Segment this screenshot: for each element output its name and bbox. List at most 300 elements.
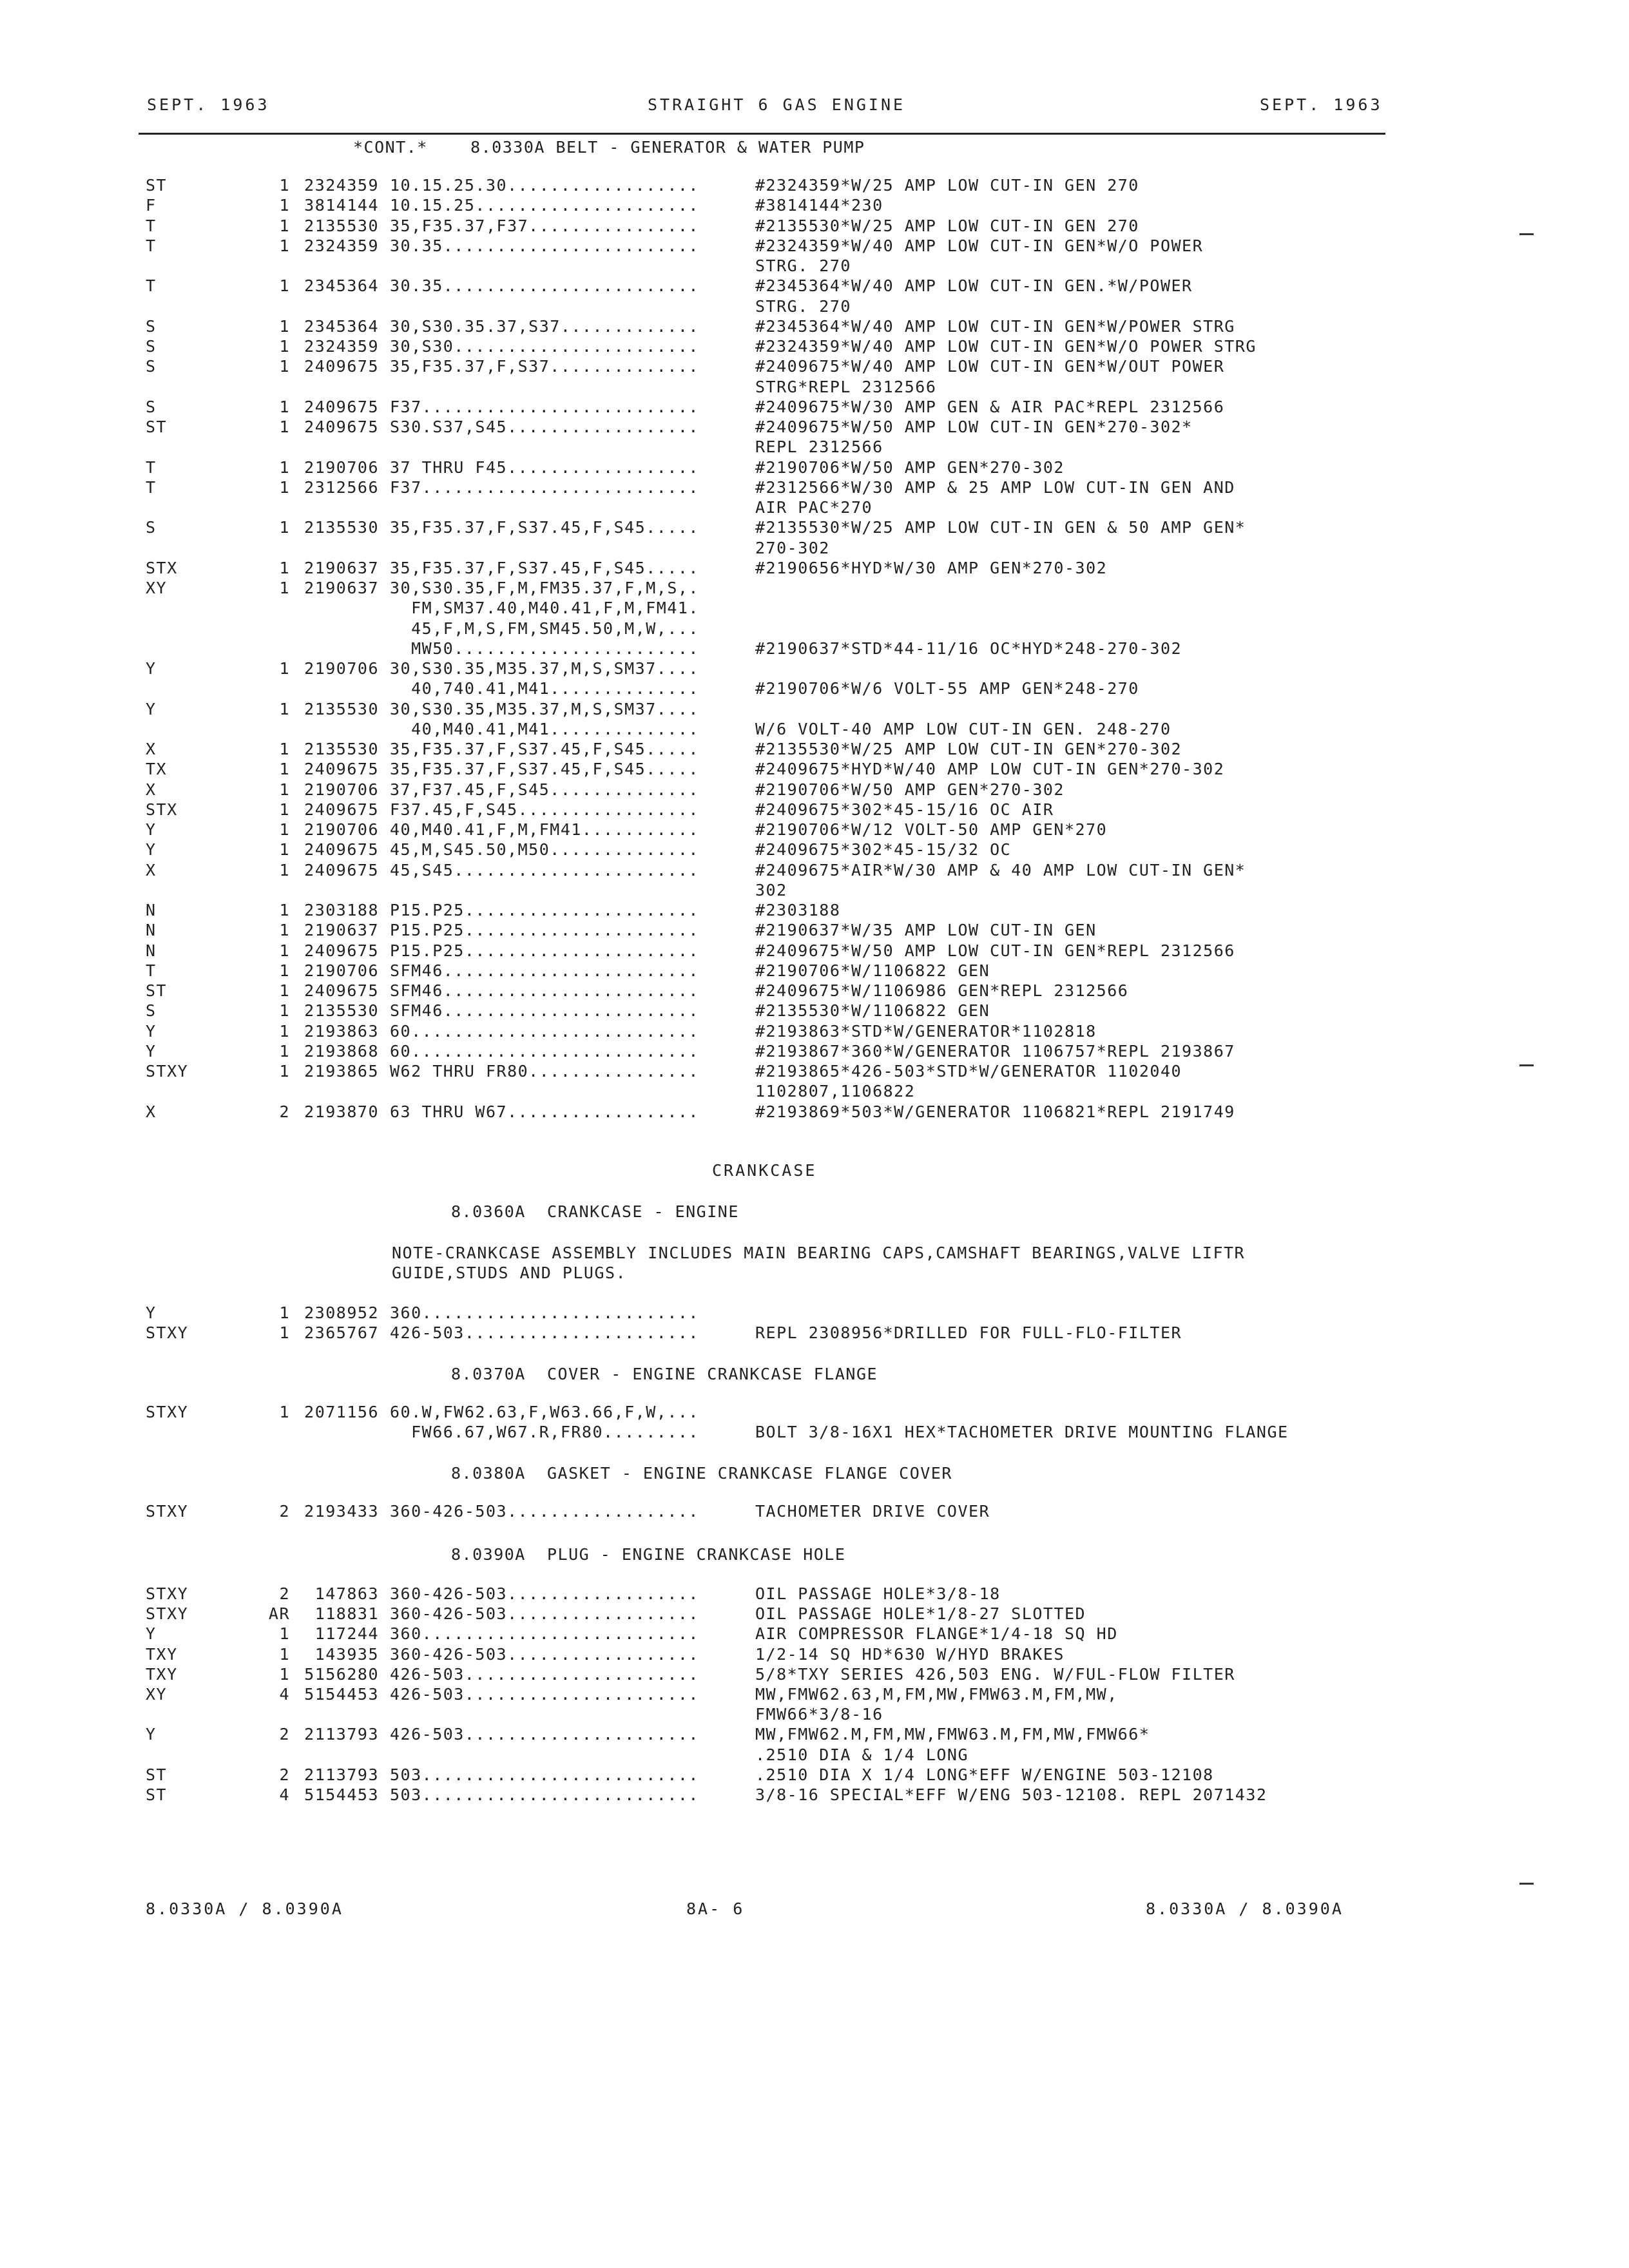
quantity: 1 <box>279 780 290 799</box>
application: 40,740.41,M41.............. <box>390 679 699 698</box>
parts-row <box>0 920 1629 941</box>
application: 10.15.25.30.................. <box>390 176 699 195</box>
application: 40,M40.41,F,M,FM41........... <box>390 820 699 839</box>
description: #2190706*W/50 AMP GEN*270-302 <box>755 457 1065 477</box>
model-code: Y <box>146 1725 157 1744</box>
part-number: 2409675 <box>304 840 379 860</box>
model-code: S <box>146 518 157 537</box>
parts-row <box>0 699 1629 720</box>
quantity: 2 <box>279 1765 290 1784</box>
part-number: 118831 <box>314 1604 379 1624</box>
application: F37.45,F,S45................. <box>390 800 699 819</box>
crankcase-note-line-1: NOTE-CRANKCASE ASSEMBLY INCLUDES MAIN BEARING CAPS,CAMSHAFT BEARINGS,VALVE LIFTR <box>392 1244 1246 1262</box>
quantity: 1 <box>279 196 290 215</box>
application: 60.W,FW62.63,F,W63.66,F,W,... <box>390 1403 699 1421</box>
quantity: 1 <box>279 337 290 356</box>
application: 30.35........................ <box>390 276 699 296</box>
quantity: 1 <box>279 457 290 477</box>
model-code: STXY <box>146 1323 189 1342</box>
quantity: 1 <box>279 860 290 879</box>
description: STRG. 270 <box>755 256 851 275</box>
model-code: ST <box>146 981 168 1000</box>
quantity: 1 <box>279 659 290 678</box>
section-heading-gasket: 8.0380A GASKET - ENGINE CRANKCASE FLANGE COVER <box>451 1464 952 1483</box>
header-title: STRAIGHT 6 GAS ENGINE <box>648 95 906 114</box>
margin-tick-mark <box>1519 1064 1534 1066</box>
description: #2324359*W/40 AMP LOW CUT-IN GEN*W/O POWER <box>755 236 1204 255</box>
parts-row <box>0 1402 1629 1423</box>
application: 37,F37.45,F,S45.............. <box>390 780 699 799</box>
description: #2190637*STD*44-11/16 OC*HYD*248-270-302 <box>755 639 1182 658</box>
model-code: STXY <box>146 1062 189 1081</box>
application: 503.......................... <box>390 1785 699 1804</box>
part-number: 3814144 <box>304 196 379 215</box>
application: 40,M40.41,M41.............. <box>390 719 699 738</box>
description: #2409675*W/1106986 GEN*REPL 2312566 <box>755 981 1129 1000</box>
model-code: STX <box>146 800 178 819</box>
quantity: 1 <box>279 579 290 597</box>
application: 45,F,M,S,FM,SM45.50,M,W,... <box>390 619 699 638</box>
parts-row <box>0 296 1629 317</box>
model-code: Y <box>146 699 157 718</box>
part-number: 2345364 <box>304 276 379 296</box>
application: 30.35........................ <box>390 236 699 255</box>
part-number: 2071156 <box>304 1403 379 1421</box>
part-number: 2135530 <box>304 518 379 537</box>
parts-row <box>0 1021 1629 1042</box>
description: #2409675*W/40 AMP LOW CUT-IN GEN*W/OUT POWER <box>755 357 1225 376</box>
quantity: 1 <box>279 921 290 940</box>
model-code: XY <box>146 1685 168 1704</box>
application: 37 THRU F45.................. <box>390 457 699 477</box>
part-number: 2190706 <box>304 457 379 477</box>
application: 30,S30.35,M35.37,M,S,SM37.... <box>390 699 699 718</box>
part-number: 2113793 <box>304 1725 379 1744</box>
description: #2409675*AIR*W/30 AMP & 40 AMP LOW CUT-IN GEN* <box>755 860 1246 879</box>
description: #2409675*HYD*W/40 AMP LOW CUT-IN GEN*270-302 <box>755 760 1225 779</box>
quantity: 1 <box>279 176 290 195</box>
parts-row <box>0 477 1629 498</box>
description: TACHOMETER DRIVE COVER <box>755 1502 990 1521</box>
description: #2135530*W/1106822 GEN <box>755 1001 990 1021</box>
application: SFM46........................ <box>390 961 699 980</box>
part-number: 2193863 <box>304 1021 379 1041</box>
description: #2135530*W/25 AMP LOW CUT-IN GEN 270 <box>755 216 1139 235</box>
parts-row <box>0 1704 1629 1725</box>
section-heading-crankcase: 8.0360A CRANKCASE - ENGINE <box>451 1202 739 1221</box>
application: SFM46........................ <box>390 1001 699 1021</box>
description: OIL PASSAGE HOLE*1/8-27 SLOTTED <box>755 1604 1086 1624</box>
model-code: Y <box>146 1624 157 1644</box>
description: #2409675*302*45-15/16 OC AIR <box>755 800 1054 819</box>
model-code: X <box>146 1102 157 1121</box>
part-number: 117244 <box>314 1624 379 1644</box>
part-number: 2190706 <box>304 961 379 980</box>
model-code: T <box>146 457 157 477</box>
part-number: 2193868 <box>304 1041 379 1061</box>
model-code: Y <box>146 820 157 839</box>
description: #2345364*W/40 AMP LOW CUT-IN GEN.*W/POWER <box>755 276 1193 296</box>
application: 35,F35.37,F37................ <box>390 216 699 235</box>
parts-row <box>0 236 1629 256</box>
model-code: T <box>146 216 157 235</box>
part-number: 2190706 <box>304 820 379 839</box>
quantity: 1 <box>279 1062 290 1081</box>
model-code: TXY <box>146 1664 178 1684</box>
parts-row <box>0 356 1629 377</box>
application: 30,S30.35,F,M,FM35.37,F,M,S,. <box>390 579 699 597</box>
model-code: T <box>146 477 157 497</box>
part-number: 2135530 <box>304 216 379 235</box>
part-number: 2345364 <box>304 316 379 336</box>
parts-row <box>0 216 1629 236</box>
quantity: 1 <box>279 981 290 1000</box>
model-code: ST <box>146 1765 168 1784</box>
application: 426-503...................... <box>390 1323 699 1342</box>
description: 302 <box>755 880 787 899</box>
model-code: ST <box>146 176 168 195</box>
description: #2193863*STD*W/GENERATOR*1102818 <box>755 1021 1097 1041</box>
parts-row <box>0 558 1629 579</box>
quantity: 1 <box>279 1644 290 1664</box>
parts-row <box>0 457 1629 478</box>
application: 30,S30....................... <box>390 337 699 356</box>
description: #2190706*W/6 VOLT-55 AMP GEN*248-270 <box>755 679 1139 698</box>
model-code: F <box>146 196 157 215</box>
model-code: N <box>146 921 157 940</box>
quantity: 2 <box>279 1584 290 1603</box>
parts-row <box>0 1664 1629 1685</box>
parts-row <box>0 981 1629 1001</box>
application: P15.P25...................... <box>390 921 699 940</box>
section-heading-plug: 8.0390A PLUG - ENGINE CRANKCASE HOLE <box>451 1545 846 1564</box>
description: #2190706*W/1106822 GEN <box>755 961 990 980</box>
quantity: 1 <box>279 1664 290 1684</box>
description: #2190706*W/50 AMP GEN*270-302 <box>755 780 1065 799</box>
quantity: 1 <box>279 760 290 779</box>
application: 30,S30.35,M35.37,M,S,SM37.... <box>390 659 699 678</box>
parts-row <box>0 256 1629 276</box>
model-code: TXY <box>146 1644 178 1664</box>
crankcase-note-line-2: GUIDE,STUDS AND PLUGS. <box>392 1264 627 1282</box>
quantity: 1 <box>279 901 290 919</box>
application: 360.......................... <box>390 1303 699 1322</box>
application: FM,SM37.40,M40.41,F,M,FM41. <box>390 599 699 618</box>
application: F37.......................... <box>390 397 699 416</box>
application: W62 THRU FR80................ <box>390 1062 699 1081</box>
description: #2193869*503*W/GENERATOR 1106821*REPL 2191749 <box>755 1102 1235 1121</box>
part-number: 2324359 <box>304 337 379 356</box>
description: #2193865*426-503*STD*W/GENERATOR 1102040 <box>755 1062 1182 1081</box>
model-code: S <box>146 397 157 416</box>
parts-row <box>0 1303 1629 1323</box>
description: #2312566*W/30 AMP & 25 AMP LOW CUT-IN GEN AND <box>755 477 1235 497</box>
parts-row <box>0 820 1629 840</box>
description: 3/8-16 SPECIAL*EFF W/ENG 503-12108. REPL 2071432 <box>755 1785 1268 1804</box>
parts-row <box>0 336 1629 357</box>
quantity: 1 <box>279 518 290 537</box>
part-number: 2324359 <box>304 236 379 255</box>
part-number: 2324359 <box>304 176 379 195</box>
part-number: 143935 <box>314 1644 379 1664</box>
part-number: 2409675 <box>304 860 379 879</box>
application: 360.......................... <box>390 1624 699 1644</box>
model-code: T <box>146 961 157 980</box>
description: #2324359*W/40 AMP LOW CUT-IN GEN*W/O POWER STRG <box>755 337 1257 356</box>
model-code: STX <box>146 558 178 577</box>
description: OIL PASSAGE HOLE*3/8-18 <box>755 1584 1001 1603</box>
quantity: 1 <box>279 1021 290 1041</box>
model-code: S <box>146 337 157 356</box>
part-number: 2193433 <box>304 1502 379 1521</box>
description: .2510 DIA X 1/4 LONG*EFF W/ENGINE 503-12108 <box>755 1765 1214 1784</box>
header-rule <box>139 133 1385 135</box>
quantity: 2 <box>279 1502 290 1521</box>
quantity: 1 <box>279 1403 290 1421</box>
description: FMW66*3/8-16 <box>755 1705 883 1724</box>
quantity: 1 <box>279 800 290 819</box>
part-number: 2409675 <box>304 981 379 1000</box>
parts-row <box>0 800 1629 820</box>
quantity: 1 <box>279 740 290 758</box>
quantity: 1 <box>279 1041 290 1061</box>
application: 35,F35.37,F,S37.45,F,S45..... <box>390 518 699 537</box>
part-number: 2135530 <box>304 699 379 718</box>
description: AIR PAC*270 <box>755 498 873 517</box>
header-date-left: SEPT. 1963 <box>147 95 270 114</box>
application: 60........................... <box>390 1041 699 1061</box>
application: 45,S45....................... <box>390 860 699 879</box>
parts-row <box>0 1584 1629 1604</box>
parts-row <box>0 1041 1629 1062</box>
quantity: 1 <box>279 558 290 577</box>
application: 10.15.25..................... <box>390 196 699 215</box>
application: MW50....................... <box>390 639 699 658</box>
quantity: 1 <box>279 316 290 336</box>
application: 426-503...................... <box>390 1685 699 1704</box>
margin-tick-mark <box>1519 233 1534 235</box>
parts-row <box>0 658 1629 679</box>
quantity: 1 <box>279 216 290 235</box>
model-code: S <box>146 316 157 336</box>
part-number: 2365767 <box>304 1323 379 1342</box>
description: #2324359*W/25 AMP LOW CUT-IN GEN 270 <box>755 176 1139 195</box>
parts-row <box>0 860 1629 881</box>
parts-row <box>0 276 1629 296</box>
part-number: 5156280 <box>304 1664 379 1684</box>
part-number: 2308952 <box>304 1303 379 1322</box>
description: #2303188 <box>755 901 841 919</box>
parts-row <box>0 1001 1629 1021</box>
parts-row <box>0 497 1629 518</box>
description: 1/2-14 SQ HD*630 W/HYD BRAKES <box>755 1644 1065 1664</box>
part-number: 2135530 <box>304 1001 379 1021</box>
footer-page-number: 8A- 6 <box>686 1899 745 1918</box>
part-number: 2193865 <box>304 1062 379 1081</box>
parts-row <box>0 759 1629 780</box>
description: .2510 DIA & 1/4 LONG <box>755 1745 969 1764</box>
parts-row <box>0 417 1629 437</box>
description: #3814144*230 <box>755 196 883 215</box>
application: S30.S37,S45.................. <box>390 418 699 436</box>
model-code: S <box>146 1001 157 1021</box>
application: 426-503...................... <box>390 1725 699 1744</box>
model-code: TX <box>146 760 168 779</box>
header-date-right: SEPT. 1963 <box>1260 95 1383 114</box>
part-number: 2409675 <box>304 397 379 416</box>
application: FW66.67,W67.R,FR80......... <box>390 1423 699 1441</box>
parts-row <box>0 619 1629 639</box>
application: P15.P25...................... <box>390 901 699 919</box>
quantity: 1 <box>279 1323 290 1342</box>
model-code: STXY <box>146 1502 189 1521</box>
parts-row <box>0 578 1629 599</box>
description: #2193867*360*W/GENERATOR 1106757*REPL 2193867 <box>755 1041 1235 1061</box>
part-number: 2409675 <box>304 800 379 819</box>
parts-row <box>0 175 1629 196</box>
parts-row <box>0 780 1629 800</box>
model-code: ST <box>146 1785 168 1804</box>
parts-row <box>0 739 1629 760</box>
model-code: X <box>146 780 157 799</box>
part-number: 2190637 <box>304 558 379 577</box>
description: MW,FMW62.63,M,FM,MW,FMW63.M,FM,MW, <box>755 1685 1118 1704</box>
parts-row <box>0 1745 1629 1765</box>
part-number: 2190706 <box>304 780 379 799</box>
model-code: STXY <box>146 1403 189 1421</box>
parts-row <box>0 941 1629 961</box>
application: 360-426-503.................. <box>390 1584 699 1603</box>
application: 35,F35.37,F,S37.45,F,S45..... <box>390 558 699 577</box>
description: REPL 2312566 <box>755 437 883 457</box>
application: 426-503...................... <box>390 1664 699 1684</box>
application: 360-426-503.................. <box>390 1502 699 1521</box>
quantity: 1 <box>279 397 290 416</box>
quantity: 1 <box>279 820 290 839</box>
parts-row <box>0 1624 1629 1644</box>
quantity: 1 <box>279 1001 290 1021</box>
description: #2190656*HYD*W/30 AMP GEN*270-302 <box>755 558 1108 577</box>
parts-row <box>0 1604 1629 1624</box>
parts-row <box>0 517 1629 538</box>
application: 35,F35.37,F,S37.45,F,S45..... <box>390 760 699 779</box>
part-number: 2409675 <box>304 941 379 960</box>
description: #2409675*302*45-15/32 OC <box>755 840 1012 860</box>
parts-row <box>0 1644 1629 1665</box>
description: 1102807,1106822 <box>755 1082 916 1101</box>
description: STRG*REPL 2312566 <box>755 377 937 396</box>
parts-row <box>0 1323 1629 1343</box>
quantity: 1 <box>279 418 290 436</box>
description: 5/8*TXY SERIES 426,503 ENG. W/FUL-FLOW FILTER <box>755 1664 1235 1684</box>
parts-row <box>0 840 1629 860</box>
parts-row <box>0 377 1629 398</box>
description: #2190637*W/35 AMP LOW CUT-IN GEN <box>755 921 1097 940</box>
section-heading-cover: 8.0370A COVER - ENGINE CRANKCASE FLANGE <box>451 1365 878 1383</box>
model-code: Y <box>146 659 157 678</box>
part-number: 2113793 <box>304 1765 379 1784</box>
parts-row <box>0 880 1629 901</box>
model-code: T <box>146 276 157 296</box>
description: W/6 VOLT-40 AMP LOW CUT-IN GEN. 248-270 <box>755 719 1171 738</box>
model-code: N <box>146 901 157 919</box>
model-code: X <box>146 860 157 879</box>
quantity: 1 <box>279 1303 290 1322</box>
application: 63 THRU W67.................. <box>390 1102 699 1121</box>
part-number: 5154453 <box>304 1785 379 1804</box>
parts-row <box>0 900 1629 921</box>
description: #2190706*W/12 VOLT-50 AMP GEN*270 <box>755 820 1108 839</box>
parts-row <box>0 678 1629 699</box>
parts-row <box>0 1061 1629 1082</box>
quantity: 1 <box>279 477 290 497</box>
parts-row <box>0 1684 1629 1705</box>
parts-row <box>0 1081 1629 1102</box>
description: REPL 2308956*DRILLED FOR FULL-FLO-FILTER <box>755 1323 1182 1342</box>
model-code: Y <box>146 1041 157 1061</box>
crankcase-heading: CRANKCASE <box>712 1161 817 1180</box>
parts-row <box>0 719 1629 740</box>
model-code: STXY <box>146 1604 189 1624</box>
description: #2409675*W/50 AMP LOW CUT-IN GEN*REPL 2312566 <box>755 941 1235 960</box>
application: 503.......................... <box>390 1765 699 1784</box>
quantity: 1 <box>279 961 290 980</box>
quantity: AR <box>268 1604 290 1624</box>
description: 270-302 <box>755 538 830 557</box>
part-number: 2303188 <box>304 901 379 919</box>
part-number: 2409675 <box>304 357 379 376</box>
parts-row <box>0 397 1629 418</box>
quantity: 4 <box>279 1785 290 1804</box>
part-number: 147863 <box>314 1584 379 1603</box>
parts-row <box>0 1765 1629 1785</box>
application: 30,S30.35.37,S37............. <box>390 316 699 336</box>
part-number: 2135530 <box>304 740 379 758</box>
quantity: 1 <box>279 941 290 960</box>
parts-row <box>0 1785 1629 1805</box>
description: AIR COMPRESSOR FLANGE*1/4-18 SQ HD <box>755 1624 1118 1644</box>
parts-row <box>0 1422 1629 1443</box>
parts-row <box>0 1102 1629 1122</box>
parts-row <box>0 598 1629 619</box>
description: #2409675*W/30 AMP GEN & AIR PAC*REPL 2312566 <box>755 397 1225 416</box>
quantity: 4 <box>279 1685 290 1704</box>
parts-row <box>0 195 1629 216</box>
application: F37.......................... <box>390 477 699 497</box>
model-code: Y <box>146 1021 157 1041</box>
quantity: 1 <box>279 1624 290 1644</box>
part-number: 2409675 <box>304 760 379 779</box>
application: 45,M,S45.50,M50.............. <box>390 840 699 860</box>
application: 360-426-503.................. <box>390 1644 699 1664</box>
part-number: 2193870 <box>304 1102 379 1121</box>
parts-row <box>0 538 1629 559</box>
part-number: 5154453 <box>304 1685 379 1704</box>
application: P15.P25...................... <box>390 941 699 960</box>
part-number: 2190706 <box>304 659 379 678</box>
model-code: T <box>146 236 157 255</box>
model-code: XY <box>146 579 168 597</box>
quantity: 1 <box>279 357 290 376</box>
description: #2135530*W/25 AMP LOW CUT-IN GEN*270-302 <box>755 740 1182 758</box>
parts-row <box>0 1501 1629 1522</box>
application: 35,F35.37,F,S37.45,F,S45..... <box>390 740 699 758</box>
model-code: Y <box>146 840 157 860</box>
quantity: 1 <box>279 276 290 296</box>
footer-section-range-right: 8.0330A / 8.0390A <box>1146 1899 1344 1918</box>
quantity: 1 <box>279 699 290 718</box>
parts-row <box>0 961 1629 981</box>
